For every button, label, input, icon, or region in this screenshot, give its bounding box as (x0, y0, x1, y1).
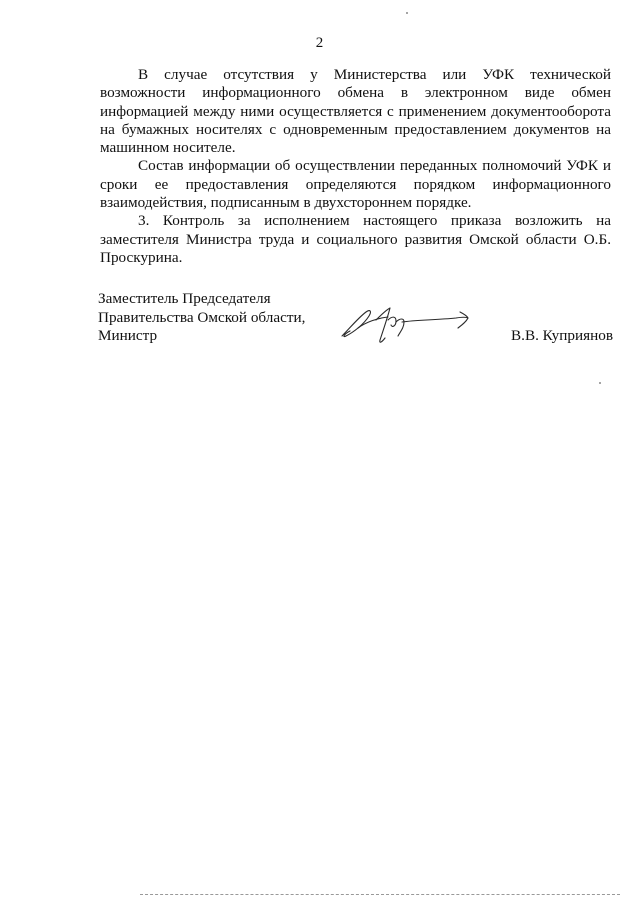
signatory-title-line-1: Заместитель Председателя (98, 290, 271, 307)
scan-edge-line (140, 894, 620, 895)
paragraph-information-composition: Состав информации об осуществлении переданных полномочий УФК и сроки ее предоставления определяются порядком информационного взаимодействия, подписанным в двухстороннем порядке. (100, 157, 611, 212)
scan-speck (599, 382, 601, 384)
paragraph-exchange-method: В случае отсутствия у Министерства или УФК технической возможности информационного обмена в электронном виде обмен информацией между ними осуществляется с применением документооборота на бумажных носителях с одновременным предоставлением документов на машинном носителе. (100, 66, 611, 157)
page-number: 2 (315, 35, 324, 51)
handwritten-signature (336, 298, 476, 350)
document-body (100, 66, 611, 267)
paragraph-control-clause: 3. Контроль за исполнением настоящего приказа возложить на заместителя Министра труда и социального развития Омской области О.Б. Проскурина. (100, 212, 611, 266)
signatory-name: В.В. Куприянов (511, 327, 613, 344)
signature-block (98, 290, 613, 350)
signatory-title-line-3: Министр (98, 327, 158, 344)
signatory-title-line-2: Правительства Омской области, (98, 308, 306, 326)
scan-speck (406, 12, 408, 14)
